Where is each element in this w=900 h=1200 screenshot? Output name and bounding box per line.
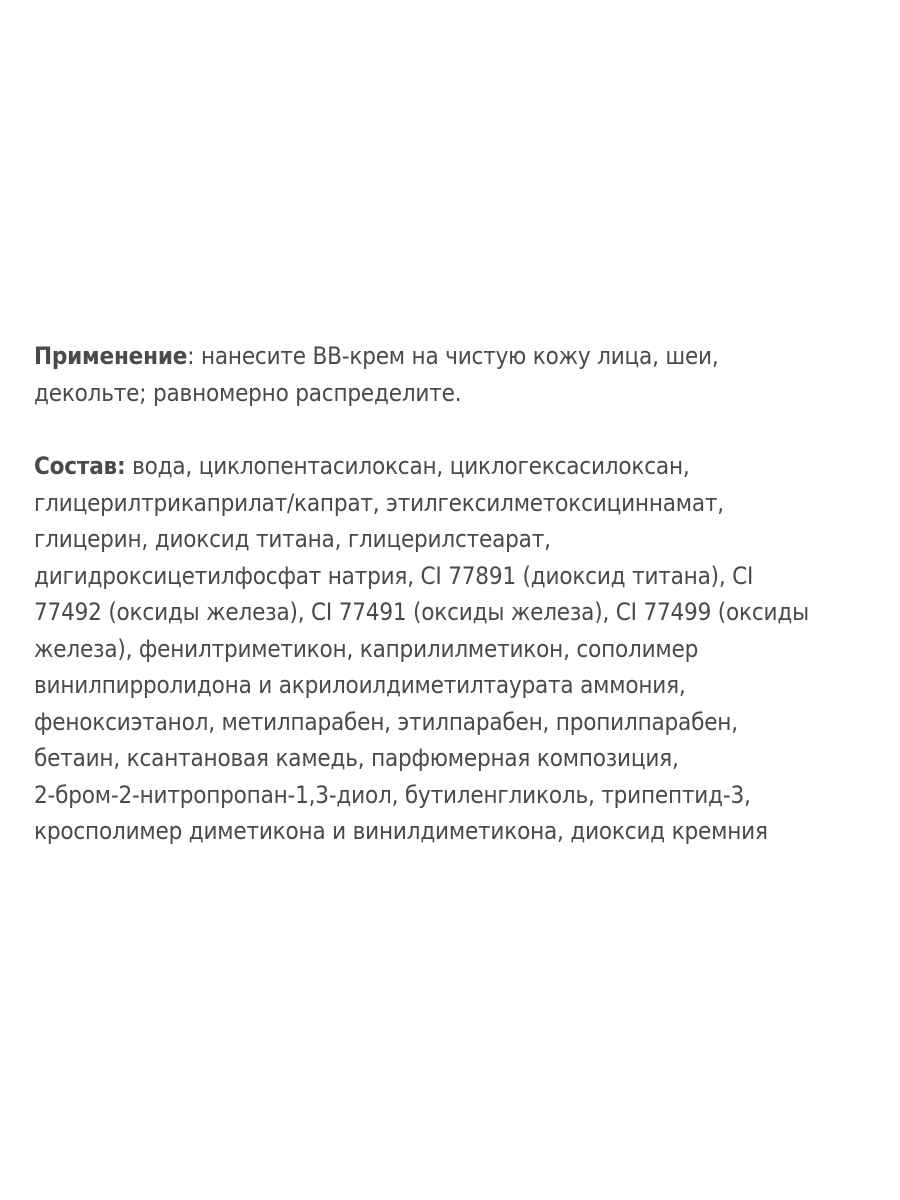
- composition-text: вода, циклопентасилоксан, циклогексасилоксан,: [125, 452, 690, 480]
- usage-line-1: [34, 338, 874, 375]
- composition-label: Состав:: [34, 452, 126, 480]
- composition-line-4: дигидроксицетилфосфат натрия, CI 77891 (диоксид титана), CI: [34, 561, 754, 590]
- composition-line-5: 77492 (оксиды железа), CI 77491 (оксиды железа), CI 77499 (оксиды: [34, 598, 809, 626]
- usage-line-2: декольте; равномерно распределите.: [34, 378, 462, 407]
- composition-line-3: глицерин, диоксид титана, глицерилстеарат,: [34, 525, 551, 553]
- composition-line-2: глицерилтрикаприлат/капрат, этилгексилметоксициннамат,: [34, 488, 724, 517]
- composition-line-7: винилпирролидона и акрилоилдиметилтаурата аммония,: [34, 671, 686, 699]
- usage-section: [34, 338, 874, 411]
- composition-line-1: [34, 448, 874, 485]
- composition-line-8: феноксиэтанол, метилпарабен, этилпарабен, пропилпарабен,: [34, 707, 738, 736]
- composition-line-10: 2-бром-2-нитропропан-1,3-диол, бутиленгликоль, трипептид-3,: [34, 780, 751, 809]
- composition-line-9: бетаин, ксантановая камедь, парфюмерная композиция,: [34, 744, 679, 772]
- composition-line-11: кросполимер диметикона и винилдиметикона, диоксид кремния: [34, 817, 768, 845]
- composition-line-6: железа), фенилтриметикон, каприлилметикон, сополимер: [34, 634, 699, 663]
- composition-section: [34, 448, 874, 850]
- usage-label: Применение: [34, 342, 188, 370]
- usage-text: : нанесите ВВ-крем на чистую кожу лица, шеи,: [187, 342, 719, 370]
